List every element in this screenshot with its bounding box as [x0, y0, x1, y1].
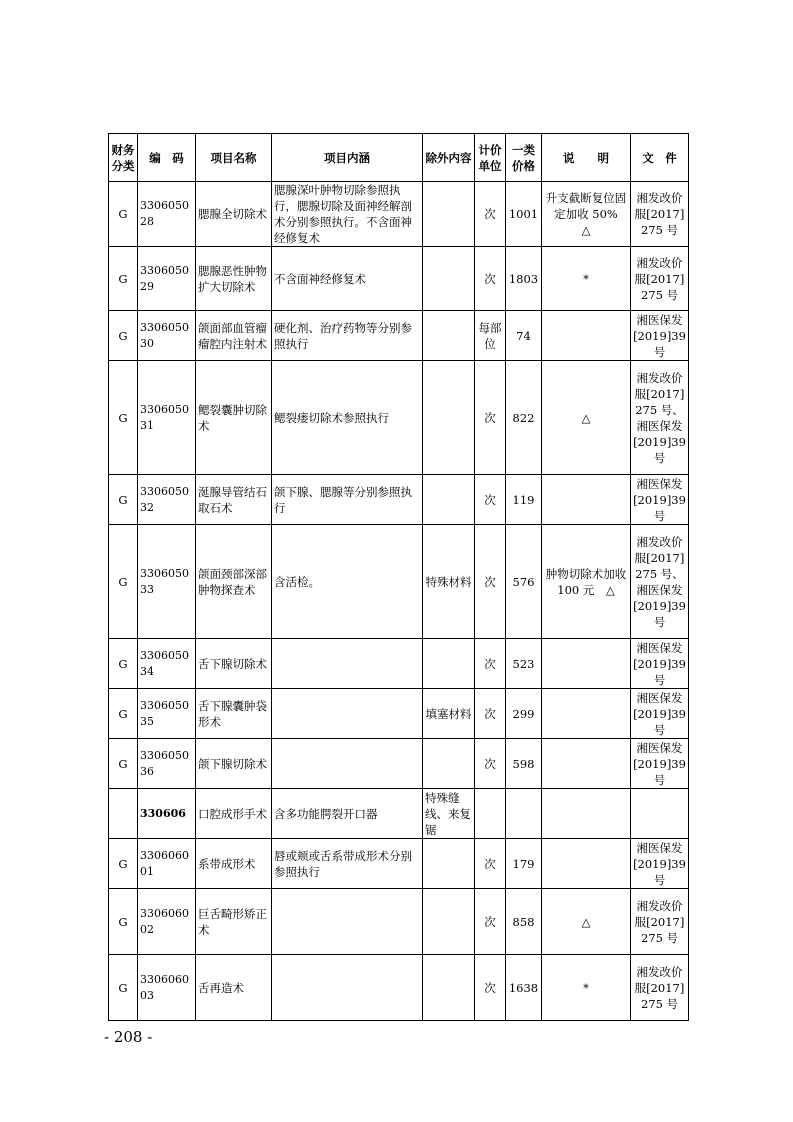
cell-content: 颌下腺、腮腺等分别参照执行 — [272, 475, 423, 525]
cell-cat: G — [109, 639, 138, 689]
cell-unit: 次 — [475, 639, 506, 689]
price-table — [108, 133, 689, 1021]
cell-unit: 次 — [475, 247, 506, 311]
cell-cat: G — [109, 889, 138, 955]
table-row — [109, 839, 689, 889]
cell-note — [542, 689, 631, 739]
cell-doc: 湘发改价服[2017]275 号 — [631, 182, 689, 247]
cell-price: 74 — [506, 311, 542, 361]
cell-price: 1001 — [506, 182, 542, 247]
cell-cat: G — [109, 361, 138, 475]
table-row — [109, 311, 689, 361]
cell-note: △ — [542, 889, 631, 955]
cell-cat: G — [109, 739, 138, 789]
cell-unit: 次 — [475, 475, 506, 525]
cell-cat: G — [109, 955, 138, 1021]
cell-price: 523 — [506, 639, 542, 689]
cell-unit — [475, 789, 506, 839]
cell-excl — [423, 182, 475, 247]
cell-note: * — [542, 955, 631, 1021]
cell-excl: 填塞材料 — [423, 689, 475, 739]
cell-cat: G — [109, 839, 138, 889]
header-code: 编 码 — [138, 134, 196, 182]
cell-excl — [423, 311, 475, 361]
cell-cat: G — [109, 689, 138, 739]
header-price: 一类价格 — [506, 134, 542, 182]
header-doc: 文 件 — [631, 134, 689, 182]
cell-code: 330606002 — [138, 889, 196, 955]
cell-unit: 次 — [475, 955, 506, 1021]
cell-name: 舌再造术 — [196, 955, 272, 1021]
cell-content: 含多功能腭裂开口器 — [272, 789, 423, 839]
cell-price — [506, 789, 542, 839]
cell-doc — [631, 789, 689, 839]
cell-doc: 湘医保发[2019]39 号 — [631, 475, 689, 525]
cell-code: 330605029 — [138, 247, 196, 311]
cell-content — [272, 639, 423, 689]
cell-price: 576 — [506, 525, 542, 639]
cell-name: 口腔成形手术 — [196, 789, 272, 839]
table-row — [109, 361, 689, 475]
cell-price: 1638 — [506, 955, 542, 1021]
cell-unit: 次 — [475, 689, 506, 739]
cell-unit: 次 — [475, 889, 506, 955]
table-row — [109, 889, 689, 955]
cell-doc: 湘医保发[2019]39 号 — [631, 689, 689, 739]
table-row — [109, 639, 689, 689]
cell-code: 330605035 — [138, 689, 196, 739]
cell-note — [542, 639, 631, 689]
cell-code: 330605031 — [138, 361, 196, 475]
table-row — [109, 739, 689, 789]
cell-excl — [423, 247, 475, 311]
cell-note — [542, 311, 631, 361]
cell-doc: 湘发改价服[2017]275 号、湘医保发[2019]39 号 — [631, 525, 689, 639]
cell-unit: 次 — [475, 361, 506, 475]
cell-note: △ — [542, 361, 631, 475]
cell-content: 鳃裂瘘切除术参照执行 — [272, 361, 423, 475]
cell-excl: 特殊材料 — [423, 525, 475, 639]
cell-content: 不含面神经修复术 — [272, 247, 423, 311]
cell-code: 330606003 — [138, 955, 196, 1021]
cell-note: 升支截断复位固定加收 50% △ — [542, 182, 631, 247]
cell-note — [542, 475, 631, 525]
cell-name: 鳃裂囊肿切除术 — [196, 361, 272, 475]
table-header-row — [109, 134, 689, 182]
cell-name: 颌面颈部深部肿物探查术 — [196, 525, 272, 639]
cell-code: 330605034 — [138, 639, 196, 689]
cell-cat: G — [109, 247, 138, 311]
cell-name: 舌下腺囊肿袋形术 — [196, 689, 272, 739]
cell-price: 858 — [506, 889, 542, 955]
table-row — [109, 689, 689, 739]
cell-name: 巨舌畸形矫正术 — [196, 889, 272, 955]
cell-price: 179 — [506, 839, 542, 889]
cell-name: 颌面部血管瘤瘤腔内注射术 — [196, 311, 272, 361]
cell-doc: 湘医保发[2019]39 号 — [631, 739, 689, 789]
cell-excl — [423, 839, 475, 889]
cell-excl — [423, 889, 475, 955]
cell-cat: G — [109, 311, 138, 361]
cell-name: 颌下腺切除术 — [196, 739, 272, 789]
cell-doc: 湘医保发[2019]39 号 — [631, 839, 689, 889]
header-content: 项目内涵 — [272, 134, 423, 182]
cell-doc: 湘医保发[2019]39 号 — [631, 639, 689, 689]
cell-cat — [109, 789, 138, 839]
cell-cat: G — [109, 182, 138, 247]
cell-cat: G — [109, 475, 138, 525]
cell-doc: 湘发改价服[2017]275 号 — [631, 247, 689, 311]
table-row — [109, 789, 689, 839]
cell-code: 330606 — [138, 789, 196, 839]
cell-excl — [423, 639, 475, 689]
cell-excl: 特殊缝线、来复锯 — [423, 789, 475, 839]
cell-content — [272, 739, 423, 789]
header-note: 说 明 — [542, 134, 631, 182]
cell-doc: 湘发改价服[2017]275 号 — [631, 955, 689, 1021]
cell-note — [542, 789, 631, 839]
cell-note: * — [542, 247, 631, 311]
cell-price: 822 — [506, 361, 542, 475]
cell-name: 腮腺恶性肿物扩大切除术 — [196, 247, 272, 311]
cell-unit: 次 — [475, 525, 506, 639]
cell-code: 330605030 — [138, 311, 196, 361]
cell-doc: 湘发改价服[2017]275 号、湘医保发[2019]39 号 — [631, 361, 689, 475]
header-cat: 财务分类 — [109, 134, 138, 182]
cell-price: 598 — [506, 739, 542, 789]
cell-cat: G — [109, 525, 138, 639]
cell-name: 舌下腺切除术 — [196, 639, 272, 689]
cell-content: 含活检。 — [272, 525, 423, 639]
header-name: 项目名称 — [196, 134, 272, 182]
cell-unit: 次 — [475, 739, 506, 789]
cell-unit: 次 — [475, 182, 506, 247]
cell-code: 330605028 — [138, 182, 196, 247]
cell-note — [542, 839, 631, 889]
cell-doc: 湘发改价服[2017]275 号 — [631, 889, 689, 955]
page-number: - 208 - — [104, 1028, 153, 1046]
cell-name: 涎腺导管结石取石术 — [196, 475, 272, 525]
cell-excl — [423, 739, 475, 789]
cell-note: 肿物切除术加收 100 元 △ — [542, 525, 631, 639]
cell-name: 腮腺全切除术 — [196, 182, 272, 247]
cell-content: 唇或颊或舌系带成形术分别参照执行 — [272, 839, 423, 889]
cell-doc: 湘医保发[2019]39 号 — [631, 311, 689, 361]
cell-unit: 次 — [475, 839, 506, 889]
cell-excl — [423, 475, 475, 525]
table-row — [109, 182, 689, 247]
cell-code: 330606001 — [138, 839, 196, 889]
cell-unit: 每部位 — [475, 311, 506, 361]
cell-name: 系带成形术 — [196, 839, 272, 889]
table-row — [109, 475, 689, 525]
header-excl: 除外内容 — [423, 134, 475, 182]
cell-price: 119 — [506, 475, 542, 525]
cell-content: 硬化剂、治疗药物等分别参照执行 — [272, 311, 423, 361]
cell-excl — [423, 361, 475, 475]
cell-code: 330605032 — [138, 475, 196, 525]
cell-price: 1803 — [506, 247, 542, 311]
cell-code: 330605036 — [138, 739, 196, 789]
cell-content — [272, 689, 423, 739]
cell-code: 330605033 — [138, 525, 196, 639]
cell-note — [542, 739, 631, 789]
cell-price: 299 — [506, 689, 542, 739]
table-row — [109, 525, 689, 639]
table-row — [109, 247, 689, 311]
cell-content — [272, 889, 423, 955]
header-unit: 计价单位 — [475, 134, 506, 182]
cell-content: 腮腺深叶肿物切除参照执行，腮腺切除及面神经解剖术分别参照执行。不含面神经修复术 — [272, 182, 423, 247]
cell-excl — [423, 955, 475, 1021]
cell-content — [272, 955, 423, 1021]
table-row — [109, 955, 689, 1021]
